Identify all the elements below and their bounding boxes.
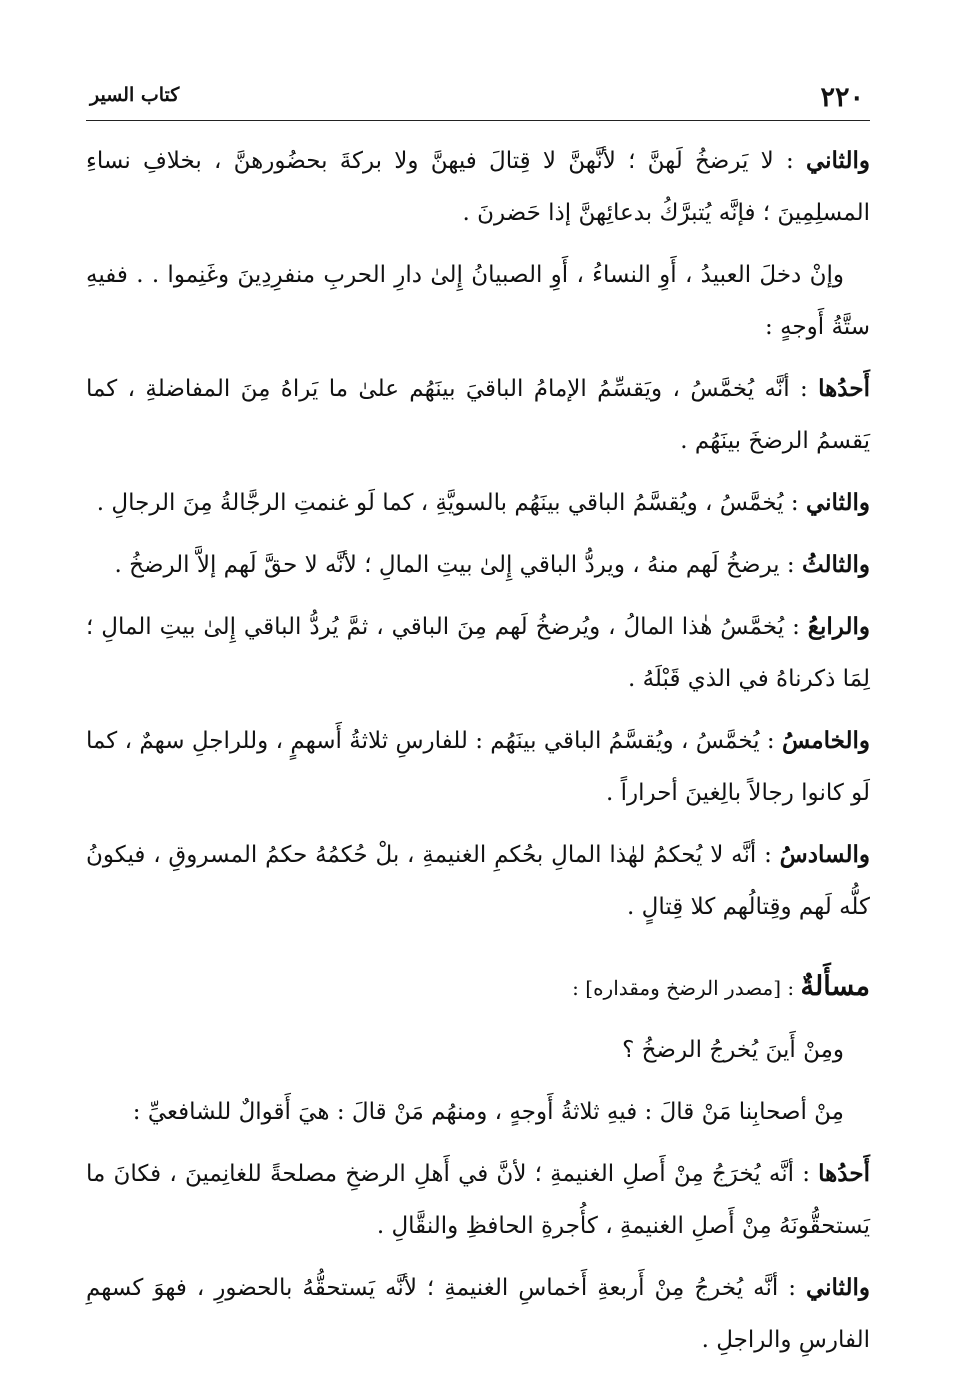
paragraph <box>86 1024 870 1076</box>
paragraph-text: ومِنْ أَينَ يُخرجُ الرضخُ ؟ <box>622 1037 844 1063</box>
running-title: كتاب السير <box>90 84 180 106</box>
paragraph <box>86 829 870 933</box>
paragraph <box>86 601 870 705</box>
paragraph-lead: أَحدُها <box>818 375 870 402</box>
paragraph-lead: والرابعُ <box>807 613 870 640</box>
page-body <box>86 135 870 1366</box>
paragraph-text: : أنَّه لا يُحكمُ لهٰذا المالِ بحُكمِ الغنيمةِ ، بلْ حُكمُهُ حكمُ المسروقِ ، فيكونُ كلُّه لَهم وقِتالُهم كلا قِتالٍ . <box>86 842 870 920</box>
paragraph-lead: والسادسُ <box>779 841 870 868</box>
masala-title: : [مصدر الرضخ ومقداره] : <box>572 976 801 1000</box>
paragraph-lead: والثالثُ <box>801 551 870 578</box>
page-number: ٢٢٠ <box>820 82 864 113</box>
paragraph <box>86 1262 870 1366</box>
paragraph-lead: والثاني <box>805 147 870 174</box>
paragraph-text: وإنْ دخلَ العبيدُ ، أَوِ النساءُ ، أَوِ الصبيانُ إِلىٰ دارِ الحربِ منفرِدِينَ وغَنِموا . . ففيهِ ستَّةُ أَوجهٍ : <box>86 262 870 340</box>
masala-heading <box>86 961 870 1014</box>
paragraph <box>86 1086 870 1138</box>
paragraph-text: : يُخمَّسُ ، ويُقسَّمُ الباقي بينَهُم : للفارسِ ثلاثةُ أَسهمٍ ، وللراجلِ سهمٌ ، كما لَو كانوا رجالاً بالِغينَ أحراراً . <box>86 728 870 806</box>
paragraph-text: مِنْ أصحابِنا مَنْ قالَ : فيهِ ثلاثةُ أَوجهٍ ، ومنهُم مَنْ قالَ : هيَ أَقوالٌ للشافعيِّ : <box>132 1099 844 1125</box>
paragraph-lead: أَحدُها <box>818 1160 870 1187</box>
paragraph <box>86 363 870 467</box>
paragraph-lead: والخامسُ <box>781 727 870 754</box>
paragraph-text: : يُخمَّسُ ، ويُقسَّمُ الباقي بينَهُم بالسويَّةِ ، كما لَو غنمتِ الرجَّالةُ مِنَ الرجالِ . <box>96 490 806 516</box>
paragraph <box>86 715 870 819</box>
paragraph <box>86 135 870 239</box>
paragraph <box>86 249 870 353</box>
page-header <box>86 60 870 121</box>
paragraph-lead: والثاني <box>805 1274 870 1301</box>
book-page <box>86 60 870 1376</box>
paragraph <box>86 539 870 591</box>
paragraph-text: : يرضخُ لَهم منهُ ، ويردُّ الباقي إِلىٰ بيتِ المالِ ؛ لأنَّه لا حقَّ لَهم إلاَّ الرضخُ . <box>114 552 802 578</box>
paragraph <box>86 1148 870 1252</box>
paragraph-text: : يُخمَّسُ هٰذا المالُ ، ويُرضخُ لَهم مِنَ الباقي ، ثمَّ يُردُّ الباقي إِلىٰ بيتِ المالِ ؛ لِمَا ذكرناهُ في الذي قَبْلَهُ . <box>86 614 870 692</box>
paragraph-text: : أنَّه يُخمَّسُ ، ويَقسِّمُ الإمامُ الباقيَ بينَهُم علىٰ ما يَراهُ مِنَ المفاضلةِ ، كما يَقسمُ الرضخَ بينَهُم . <box>86 376 870 454</box>
masala-lead: مسأَلةٌ <box>800 971 870 1002</box>
paragraph <box>86 477 870 529</box>
paragraph-text: : لا يَرضخُ لَهنَّ ؛ لأنَّهنَّ لا قِتالَ فيهنَّ ولا بركةَ بحضُورهنَّ ، بخلافِ نساءِ المسلِمِينَ ؛ فإنَّه يُتبرَّكُ بدعائِهنَّ إذا حَضرنَ . <box>86 148 870 226</box>
paragraph-text: : أنَّه يُخرَجُ مِنْ أَصلِ الغنيمةِ ؛ لأنَّ في أَهلِ الرضخِ مصلحةً للغانِمينَ ، فكانَ ما يَستحقُّونَهُ مِنْ أَصلِ الغنيمةِ ، كأُجرةِ الحافظِ والنقَّالِ . <box>86 1161 870 1239</box>
paragraph-text: : أنَّه يُخرجُ مِنْ أَربعةِ أَخماسِ الغنيمةِ ؛ لأنَّه يَستحقُّهُ بالحضورِ ، فهوَ كسهمِ الفارسِ والراجلِ . <box>86 1275 870 1353</box>
paragraph-lead: والثاني <box>805 489 870 516</box>
